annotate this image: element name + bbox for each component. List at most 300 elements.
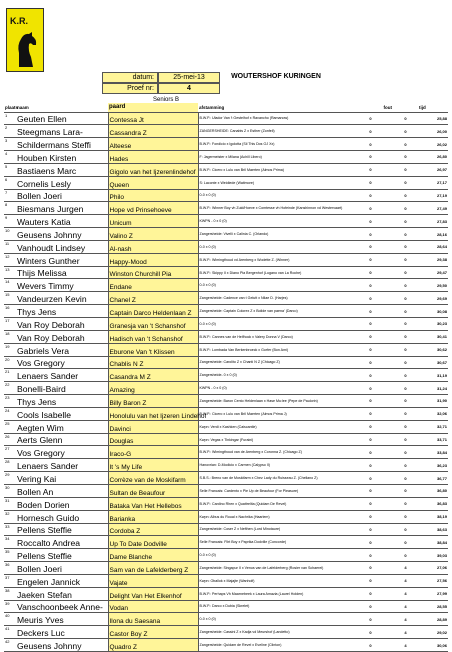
- table-row: [4, 484, 448, 497]
- time-cell: 27,19: [418, 189, 448, 202]
- pedigree-cell: 0-0 x 0 (0): [198, 318, 348, 331]
- horse-name-cell: Queen: [108, 176, 198, 189]
- time-cell: 32,71: [418, 420, 448, 433]
- score2-cell: 0: [393, 279, 418, 292]
- table-row: [4, 330, 448, 343]
- time-cell: 27,49: [418, 202, 448, 215]
- fault-cell: 0: [348, 202, 393, 215]
- pedigree-cell: Zangersheide: Captain Colorex Z x Bolide van paena' (Darco): [198, 305, 348, 318]
- fault-cell: 0: [348, 228, 393, 241]
- score2-cell: 0: [393, 176, 418, 189]
- place-cell: 33: [4, 523, 16, 536]
- fault-cell: 0: [348, 587, 393, 600]
- score2-cell: 0: [393, 523, 418, 536]
- pedigree-cell: 0-0 x 0 (0): [198, 189, 348, 202]
- pedigree-cell: Zangersheide- 0 x 0 (0): [198, 369, 348, 382]
- pedigree-cell: Zangersheide: Vivelli x Calinia C. (Orlando): [198, 228, 348, 241]
- time-cell: 29,47: [418, 266, 448, 279]
- horse-name-cell: Captain Darco Heldenlaan Z: [108, 305, 198, 318]
- rider-name-cell: Vanhoudt Lindsey: [16, 240, 108, 253]
- horse-name-cell: Hope vd Prinsehoeve: [108, 202, 198, 215]
- score2-cell: 0: [393, 343, 418, 356]
- place-cell: 12: [4, 253, 16, 266]
- horse-name-cell: Dame Blanche: [108, 549, 198, 562]
- pedigree-cell: 0-0 x 0 (0): [198, 613, 348, 626]
- place-cell: 27: [4, 446, 16, 459]
- horse-name-cell: Chanel Z: [108, 292, 198, 305]
- time-cell: 31,24: [418, 382, 448, 395]
- fault-cell: 0: [348, 279, 393, 292]
- pedigree-cell: S: Laconte x Weidiede (Waitmore): [198, 176, 348, 189]
- score2-cell: 0: [393, 407, 418, 420]
- pedigree-cell: 0-0 x 0 (0): [198, 240, 348, 253]
- fault-cell: 0: [348, 356, 393, 369]
- time-cell: 31,90: [418, 395, 448, 408]
- pedigree-cell: KWPN - 0 x 0 (0): [198, 382, 348, 395]
- pedigree-cell: B.W.P.: Cicero x Lulu van Bril Maerten (Almos Prima J): [198, 407, 348, 420]
- time-cell: 27,06: [418, 562, 448, 575]
- table-row: [4, 536, 448, 549]
- score2-cell: 4: [393, 613, 418, 626]
- time-cell: 36,23: [418, 459, 448, 472]
- rider-name-cell: Engelen Jannick: [16, 574, 108, 587]
- place-cell: 5: [4, 163, 16, 176]
- table-row: [4, 433, 448, 446]
- place-cell: 20: [4, 356, 16, 369]
- table-row: [4, 253, 448, 266]
- race-value: 4: [187, 85, 191, 92]
- table-row: [4, 318, 448, 331]
- table-row: [4, 163, 448, 176]
- fault-cell: 0: [348, 639, 393, 652]
- place-cell: 31: [4, 497, 16, 510]
- table-row: [4, 626, 448, 639]
- fault-cell: 0: [348, 497, 393, 510]
- col-header-score2: [393, 103, 418, 112]
- table-row: [4, 510, 448, 523]
- results-table: [4, 103, 448, 652]
- rider-name-cell: Roccalto Andrea: [16, 536, 108, 549]
- score2-cell: 0: [393, 151, 418, 164]
- pedigree-cell: B.W.P.: Skippy II x Diano Pia Bergenhof (Lugano van La Roche): [198, 266, 348, 279]
- place-cell: 28: [4, 459, 16, 472]
- horse-name-cell: Contessa Jt: [108, 112, 198, 125]
- rider-name-cell: Vering Kai: [16, 472, 108, 485]
- pedigree-cell: Selle Francais: Flirt Boy x Paprika Dodville (Concorde): [198, 536, 348, 549]
- place-cell: 21: [4, 369, 16, 382]
- time-cell: 29,69: [418, 292, 448, 305]
- time-cell: 39,03: [418, 549, 448, 562]
- pedigree-cell: B.W.P.: Cannes van de Helfhock x Valery Donna V (Darco): [198, 330, 348, 343]
- fault-cell: 0: [348, 433, 393, 446]
- horse-name-cell: Cassandra Z: [108, 125, 198, 138]
- fault-cell: 0: [348, 574, 393, 587]
- horse-name-cell: Winston Churchill Pia: [108, 266, 198, 279]
- horse-name-cell: Unicum: [108, 215, 198, 228]
- col-header-name: naam: [16, 103, 108, 112]
- time-cell: 26,97: [418, 163, 448, 176]
- date-label: datum:: [132, 74, 154, 81]
- horse-name-cell: Valino Z: [108, 228, 198, 241]
- horse-name-cell: Chablis N Z: [108, 356, 198, 369]
- pedigree-cell: B.W.P.: Perhaps Vh Maarnebeek x Laura Amazia (Laurel Holden): [198, 587, 348, 600]
- time-cell: 26,80: [418, 151, 448, 164]
- rider-name-cell: Thys Jens: [16, 395, 108, 408]
- fault-cell: 0: [348, 305, 393, 318]
- place-cell: 3: [4, 138, 16, 151]
- fault-cell: 0: [348, 562, 393, 575]
- pedigree-cell: ZANGERSHEIDE: Canabis Z x Esther (Zonfell): [198, 125, 348, 138]
- score2-cell: 4: [393, 562, 418, 575]
- score2-cell: 0: [393, 202, 418, 215]
- time-cell: 33,71: [418, 433, 448, 446]
- score2-cell: 0: [393, 446, 418, 459]
- rider-name-cell: Schildermans Steffi: [16, 138, 108, 151]
- horse-name-cell: Bataka Van Het Hellebos: [108, 497, 198, 510]
- rider-name-cell: Vanschoonbeek Anne-: [16, 600, 108, 613]
- table-row: [4, 189, 448, 202]
- horse-name-cell: Gigolo van het Ijzerenlindehof: [108, 163, 198, 176]
- fault-cell: 0: [348, 382, 393, 395]
- score2-cell: 0: [393, 510, 418, 523]
- score2-cell: 0: [393, 420, 418, 433]
- time-cell: 30,41: [418, 330, 448, 343]
- table-row: [4, 176, 448, 189]
- table-row: [4, 343, 448, 356]
- fault-cell: 0: [348, 459, 393, 472]
- rider-name-cell: Jaeken Stefan: [16, 587, 108, 600]
- table-row: [4, 407, 448, 420]
- horse-name-cell: Castor Boy Z: [108, 626, 198, 639]
- pedigree-cell: Zangersheide: Baron Cento Heldenlaan x Hase Mu:lee (Pepe de Paulorin): [198, 395, 348, 408]
- rider-name-cell: Boden Dorien: [16, 497, 108, 510]
- table-row: [4, 125, 448, 138]
- table-row: [4, 574, 448, 587]
- horse-name-cell: Billy Baron Z: [108, 395, 198, 408]
- score2-cell: 0: [393, 382, 418, 395]
- table-row: [4, 562, 448, 575]
- score2-cell: 0: [393, 112, 418, 125]
- score2-cell: 0: [393, 215, 418, 228]
- score2-cell: 0: [393, 240, 418, 253]
- score2-cell: 4: [393, 626, 418, 639]
- time-cell: 28,55: [418, 600, 448, 613]
- horse-name-cell: Al-nash: [108, 240, 198, 253]
- fault-cell: 0: [348, 420, 393, 433]
- horse-name-cell: Granesja van 't Schanshof: [108, 318, 198, 331]
- score2-cell: 0: [393, 125, 418, 138]
- table-row: [4, 305, 448, 318]
- venue-box: [220, 72, 332, 83]
- table-row: [4, 395, 448, 408]
- horse-name-cell: Douglas: [108, 433, 198, 446]
- time-cell: 30,67: [418, 356, 448, 369]
- rider-name-cell: Vos Gregory: [16, 446, 108, 459]
- time-cell: 33,84: [418, 446, 448, 459]
- pedigree-cell: Hanovrian: D-Modicio x Carmen (Calypso II): [198, 459, 348, 472]
- fault-cell: 0: [348, 240, 393, 253]
- place-cell: 42: [4, 639, 16, 652]
- fault-cell: 0: [348, 407, 393, 420]
- score2-cell: 0: [393, 330, 418, 343]
- rider-name-cell: Van Roy Deborah: [16, 330, 108, 343]
- rider-name-cell: Cools Isabelle: [16, 407, 108, 420]
- score2-cell: 0: [393, 163, 418, 176]
- race-label-box: [102, 83, 158, 94]
- place-cell: 10: [4, 228, 16, 241]
- fault-cell: 0: [348, 112, 393, 125]
- table-row: [4, 420, 448, 433]
- place-cell: 39: [4, 600, 16, 613]
- place-cell: 19: [4, 343, 16, 356]
- rider-name-cell: Lenaers Sander: [16, 459, 108, 472]
- fault-cell: 0: [348, 472, 393, 485]
- pedigree-cell: 0-0 x 0 (0): [198, 549, 348, 562]
- score2-cell: 4: [393, 600, 418, 613]
- category-label: Seniors B: [152, 97, 179, 103]
- rider-name-cell: Cornelis Lesly: [16, 176, 108, 189]
- col-header-pedigree: afstamming: [198, 103, 348, 112]
- rider-name-cell: Winters Gunther: [16, 253, 108, 266]
- time-cell: 30,23: [418, 318, 448, 331]
- date-value: 25-mei-13: [173, 74, 205, 81]
- score2-cell: 4: [393, 639, 418, 652]
- time-cell: 38,19: [418, 510, 448, 523]
- time-cell: 32,06: [418, 407, 448, 420]
- rider-name-cell: Houben Kirsten: [16, 151, 108, 164]
- horse-name-cell: Davinci: [108, 420, 198, 433]
- rider-name-cell: Van Roy Deborah: [16, 318, 108, 331]
- fault-cell: 0: [348, 626, 393, 639]
- time-cell: 30,08: [418, 305, 448, 318]
- time-cell: 28,16: [418, 228, 448, 241]
- score2-cell: 0: [393, 318, 418, 331]
- table-row: [4, 587, 448, 600]
- fault-cell: 0: [348, 253, 393, 266]
- place-cell: 32: [4, 510, 16, 523]
- score2-cell: 0: [393, 138, 418, 151]
- rider-name-cell: Biesmans Jurgen: [16, 202, 108, 215]
- horse-name-cell: Sam van de Lafelderberg Z: [108, 562, 198, 575]
- fault-cell: 0: [348, 163, 393, 176]
- score2-cell: 4: [393, 574, 418, 587]
- horse-name-cell: Eburone Van 't Klissen: [108, 343, 198, 356]
- race-label: Proef nr:: [127, 85, 154, 92]
- rider-name-cell: Thys Jens: [16, 305, 108, 318]
- pedigree-cell: Zangersheide: Quidam de Revel x Eveline (Clinton): [198, 639, 348, 652]
- rider-name-cell: Bollen Joeri: [16, 189, 108, 202]
- table-row: [4, 279, 448, 292]
- horse-name-cell: Casandra M Z: [108, 369, 198, 382]
- place-cell: 17: [4, 318, 16, 331]
- pedigree-cell: B.W.P.: Winner Boy vh Zuid/Hoeve x Comtesse vh Hofeinde (Kanshinnon vd Westervaart): [198, 202, 348, 215]
- score2-cell: 0: [393, 228, 418, 241]
- time-cell: 29,38: [418, 253, 448, 266]
- place-cell: 38: [4, 587, 16, 600]
- score2-cell: 0: [393, 549, 418, 562]
- place-cell: 40: [4, 613, 16, 626]
- time-cell: 36,83: [418, 497, 448, 510]
- horse-name-cell: Amazing: [108, 382, 198, 395]
- place-cell: 16: [4, 305, 16, 318]
- horse-name-cell: Barianka: [108, 510, 198, 523]
- place-cell: 18: [4, 330, 16, 343]
- fault-cell: 0: [348, 138, 393, 151]
- rider-name-cell: Aegten Wim: [16, 420, 108, 433]
- horse-name-cell: Ilona du Saesana: [108, 613, 198, 626]
- time-cell: 27,83: [418, 215, 448, 228]
- horse-name-cell: Iraco-G: [108, 446, 198, 459]
- pedigree-cell: Zangersheide: Coser Z x Nefthen (Lord Minotaure): [198, 523, 348, 536]
- table-row: [4, 266, 448, 279]
- time-cell: 25,88: [418, 112, 448, 125]
- fault-cell: 0: [348, 613, 393, 626]
- place-cell: 11: [4, 240, 16, 253]
- time-cell: 30,06: [418, 639, 448, 652]
- fault-cell: 0: [348, 446, 393, 459]
- place-cell: 30: [4, 484, 16, 497]
- table-row: [4, 523, 448, 536]
- pedigree-cell: B.W.P.: Lombada Van Berkenbroeck x Gorfer (Bon Ami): [198, 343, 348, 356]
- fault-cell: 0: [348, 330, 393, 343]
- fault-cell: 0: [348, 266, 393, 279]
- horse-name-cell: Cordoba Z: [108, 523, 198, 536]
- pedigree-cell: B.W.P.: Wimingthoud van de Arenberg x Coronna Z. (Chicago Z): [198, 446, 348, 459]
- rider-name-cell: Hornesch Guido: [16, 510, 108, 523]
- table-row: [4, 459, 448, 472]
- place-cell: 13: [4, 266, 16, 279]
- place-cell: 26: [4, 433, 16, 446]
- time-cell: 27,17: [418, 176, 448, 189]
- fault-cell: 0: [348, 549, 393, 562]
- score2-cell: 0: [393, 253, 418, 266]
- horse-name-cell: Honolulu van het Ijzeren Lindehof: [108, 407, 198, 420]
- score2-cell: 0: [393, 369, 418, 382]
- rider-name-cell: Wevers Timmy: [16, 279, 108, 292]
- horse-name-cell: It 's My Life: [108, 459, 198, 472]
- col-header-horse: paard: [108, 103, 198, 112]
- table-row: [4, 151, 448, 164]
- rider-name-cell: Aerts Glenn: [16, 433, 108, 446]
- place-cell: 36: [4, 562, 16, 575]
- col-header-place: plaats: [4, 103, 16, 112]
- fault-cell: 0: [348, 318, 393, 331]
- fault-cell: 0: [348, 151, 393, 164]
- table-row: [4, 240, 448, 253]
- pedigree-cell: B.W.P.: Ulador Van 't Gestelhof x Ravancho (Ramanow): [198, 112, 348, 125]
- fault-cell: 0: [348, 510, 393, 523]
- place-cell: 35: [4, 549, 16, 562]
- pedigree-cell: B.W.P.: Cicero x Lulu van Bril Maerten (Almos Prima): [198, 163, 348, 176]
- table-row: [4, 613, 448, 626]
- pedigree-cell: Kwpn: Vegas x Tinkingar (Furaini): [198, 433, 348, 446]
- logo-text: K.R.: [10, 16, 28, 26]
- race-value-box: [158, 83, 220, 94]
- score2-cell: 0: [393, 189, 418, 202]
- pedigree-cell: B.W.P.: Fondicio x Igolotta (Sil This Dos OJ Xx): [198, 138, 348, 151]
- place-cell: 15: [4, 292, 16, 305]
- time-cell: 30,62: [418, 343, 448, 356]
- table-row: [4, 292, 448, 305]
- time-cell: 31,19: [418, 369, 448, 382]
- fault-cell: 0: [348, 292, 393, 305]
- results-body: [4, 112, 448, 651]
- score2-cell: 0: [393, 484, 418, 497]
- score2-cell: 0: [393, 395, 418, 408]
- place-cell: 37: [4, 574, 16, 587]
- time-cell: 29,02: [418, 626, 448, 639]
- fault-cell: 0: [348, 395, 393, 408]
- pedigree-cell: Zangersheide: Cadence van t Gelutt x Nilae D. (Harjes): [198, 292, 348, 305]
- fault-cell: 0: [348, 189, 393, 202]
- fault-cell: 0: [348, 536, 393, 549]
- horse-name-cell: Vajate: [108, 574, 198, 587]
- table-row: [4, 549, 448, 562]
- rider-name-cell: Pellens Steffie: [16, 549, 108, 562]
- time-cell: 29,50: [418, 279, 448, 292]
- score2-cell: 0: [393, 292, 418, 305]
- table-row: [4, 215, 448, 228]
- fault-cell: 0: [348, 523, 393, 536]
- table-row: [4, 112, 448, 125]
- table-row: [4, 472, 448, 485]
- date-value-box: [158, 72, 220, 83]
- time-cell: 26,00: [418, 125, 448, 138]
- table-row: [4, 639, 448, 652]
- score2-cell: 0: [393, 459, 418, 472]
- pedigree-cell: Kwpn: Verdi x Kashken (Caiscantle): [198, 420, 348, 433]
- place-cell: 7: [4, 189, 16, 202]
- horse-name-cell: Endane: [108, 279, 198, 292]
- pedigree-cell: B.W.P.: Darco x Dubia (Skrelet): [198, 600, 348, 613]
- horse-name-cell: Up To Date Dodville: [108, 536, 198, 549]
- score2-cell: 0: [393, 497, 418, 510]
- horse-name-cell: Hades: [108, 151, 198, 164]
- time-cell: 27,99: [418, 587, 448, 600]
- table-row: [4, 138, 448, 151]
- place-cell: 1: [4, 112, 16, 125]
- score2-cell: 0: [393, 266, 418, 279]
- rider-name-cell: Lenaers Sander: [16, 369, 108, 382]
- place-cell: 23: [4, 395, 16, 408]
- pedigree-cell: B.W.P.: Wimingthoud vd Arenberg x Wodette Z. (Winner): [198, 253, 348, 266]
- time-cell: 36,77: [418, 472, 448, 485]
- fault-cell: 0: [348, 484, 393, 497]
- time-cell: 27,56: [418, 574, 448, 587]
- place-cell: 29: [4, 472, 16, 485]
- place-cell: 41: [4, 626, 16, 639]
- place-cell: 25: [4, 420, 16, 433]
- score2-cell: 0: [393, 472, 418, 485]
- table-row: [4, 600, 448, 613]
- fault-cell: 0: [348, 600, 393, 613]
- date-label-box: [102, 72, 158, 83]
- col-header-fault: fout: [348, 103, 393, 112]
- table-row: [4, 228, 448, 241]
- table-row: [4, 446, 448, 459]
- score2-cell: 0: [393, 536, 418, 549]
- fault-cell: 0: [348, 176, 393, 189]
- rider-name-cell: Meuris Yves: [16, 613, 108, 626]
- pedigree-cell: S.B.S.: Breno van de Moskifarm x Chez Lady du Ruisseau Z. (Chellano Z): [198, 472, 348, 485]
- place-cell: 6: [4, 176, 16, 189]
- place-cell: 8: [4, 202, 16, 215]
- fault-cell: 0: [348, 343, 393, 356]
- horse-logo-icon: [11, 31, 41, 69]
- place-cell: 2: [4, 125, 16, 138]
- horse-name-cell: Sultan de Beaufour: [108, 484, 198, 497]
- score2-cell: 0: [393, 433, 418, 446]
